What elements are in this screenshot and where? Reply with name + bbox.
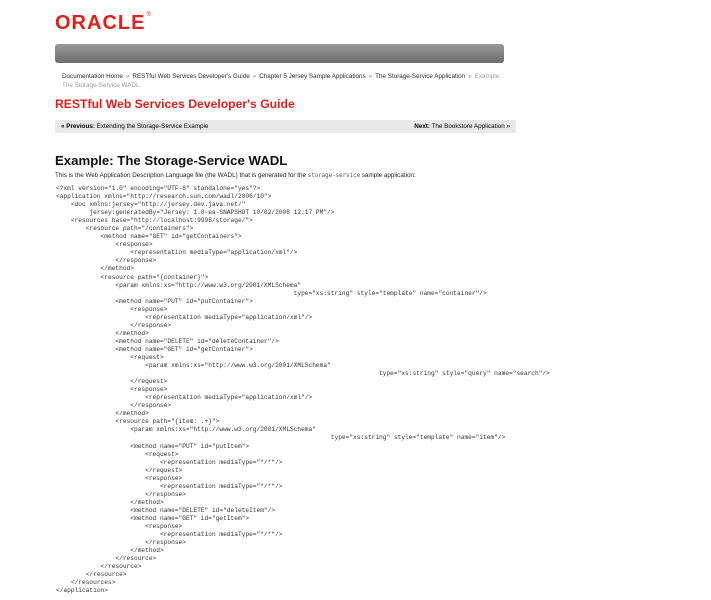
code-line: <resource path="{item: .+}">	[56, 418, 220, 426]
code-line: <method name="DELETE" id="deleteContainer"/>	[56, 337, 279, 345]
code-line: </response>	[56, 321, 172, 329]
breadcrumb-link-chapter[interactable]: Chapter 5 Jersey Sample Applications	[259, 73, 366, 80]
code-line: <method name="GET" id="getContainers">	[56, 233, 242, 241]
intro-text-before: This is the Web Application Description Language file (the WADL) that is generated for the	[55, 172, 308, 179]
guide-title[interactable]: RESTful Web Services Developer's Guide	[55, 97, 295, 111]
code-line: </resource>	[56, 571, 127, 579]
code-line: <response>	[56, 241, 153, 249]
code-line: </method>	[56, 498, 164, 506]
code-line: <param xmlns:xs="http://www.w3.org/2001/XMLSchema"	[56, 362, 331, 370]
intro-paragraph	[55, 172, 416, 179]
breadcrumb-separator: »	[252, 73, 257, 80]
code-line: type="xs:string" style="query" name="search"/>	[56, 370, 550, 378]
code-line: <method name="PUT" id="putItem">	[56, 442, 250, 450]
code-line: <method name="PUT" id="putContainer">	[56, 297, 253, 305]
code-line: </resource>	[56, 555, 157, 563]
code-line: <method name="GET" id="getContainer">	[56, 345, 253, 353]
code-line: </method>	[56, 329, 149, 337]
code-line: <representation mediaType="application/xml"/>	[56, 394, 313, 402]
code-line: jersey:generatedBy="Jersey: 1.0-ea-SNAPSHOT 10/02/2008 12:17 PM"/>	[56, 209, 335, 217]
next-link[interactable]	[414, 120, 510, 133]
logo-text: ORACLE	[55, 12, 146, 34]
code-line: <param xmlns:xs="http://www.w3.org/2001/XMLSchema"	[56, 426, 316, 434]
code-line: type="xs:string" style="template" name="item"/>	[56, 434, 506, 442]
breadcrumb-link-section[interactable]: The Storage-Service Application	[375, 73, 466, 80]
top-banner-bar	[55, 44, 504, 63]
code-line: <request>	[56, 450, 179, 458]
previous-link[interactable]	[61, 120, 208, 133]
code-line: </resource>	[56, 563, 142, 571]
registered-mark: ®	[146, 12, 152, 18]
code-line: <resources base="http://localhost:9998/storage/">	[56, 217, 253, 225]
code-line: <representation mediaType="*/*"/>	[56, 531, 283, 539]
code-line: <response>	[56, 305, 168, 313]
inline-code: storage-service	[307, 173, 361, 179]
code-line: <request>	[56, 353, 164, 361]
code-line: <resource path="/containers">	[56, 225, 194, 233]
code-line: </response>	[56, 402, 172, 410]
code-line: <response>	[56, 386, 168, 394]
page-title: Example: The Storage-Service WADL	[55, 153, 288, 168]
prev-next-navigation	[55, 120, 516, 133]
oracle-logo[interactable]	[55, 12, 152, 35]
code-line: type="xs:string" style="template" name="container"/>	[56, 289, 487, 297]
next-prefix: Next:	[414, 123, 430, 130]
code-line: </method>	[56, 410, 149, 418]
previous-link-label: Extending the Storage-Service Example	[96, 123, 209, 130]
next-link-label: The Bookstore Application »	[431, 123, 510, 130]
code-line: </resources>	[56, 579, 116, 587]
code-line: </method>	[56, 265, 134, 273]
intro-text-after: sample application:	[360, 172, 416, 179]
breadcrumb	[62, 72, 512, 90]
code-line: <response>	[56, 522, 183, 530]
code-line: <param xmlns:xs="http://www.w3.org/2001/XMLSchema"	[56, 281, 302, 289]
code-line: <method name="GET" id="getItem">	[56, 514, 250, 522]
code-line: <representation mediaType="application/xml"/>	[56, 249, 298, 257]
code-line: <resource path="{container}">	[56, 273, 209, 281]
code-line: </response>	[56, 257, 157, 265]
code-line: <?xml version="1.0" encoding="UTF-8" standalone="yes"?>	[56, 185, 261, 192]
code-line: </application>	[56, 587, 108, 595]
code-line: <response>	[56, 474, 183, 482]
code-line: <application xmlns="http://research.sun.com/wadl/2006/10">	[56, 193, 272, 201]
code-line: <representation mediaType="application/xml"/>	[56, 313, 313, 321]
code-line: </method>	[56, 547, 164, 555]
breadcrumb-separator: »	[468, 73, 472, 80]
breadcrumb-current-page: Example: The Storage-Service WADL	[62, 73, 501, 89]
breadcrumb-separator: »	[125, 73, 130, 80]
wadl-code-listing	[56, 185, 550, 595]
code-line: <doc xmlns:jersey="http://jersey.dev.java.net/"	[56, 201, 246, 209]
code-line: <method name="DELETE" id="deleteItem"/>	[56, 506, 276, 514]
previous-prefix: « Previous:	[61, 123, 95, 130]
breadcrumb-link-guide[interactable]: RESTful Web Services Developer's Guide	[132, 73, 250, 80]
code-line: </response>	[56, 490, 186, 498]
code-line: </response>	[56, 539, 186, 547]
code-line: <representation mediaType="*/*"/>	[56, 482, 283, 490]
breadcrumb-link-docs-home[interactable]: Documentation Home	[62, 73, 123, 80]
code-line: </request>	[56, 466, 183, 474]
breadcrumb-separator: »	[368, 73, 373, 80]
code-line: </request>	[56, 378, 168, 386]
code-line: <representation mediaType="*/*"/>	[56, 458, 283, 466]
